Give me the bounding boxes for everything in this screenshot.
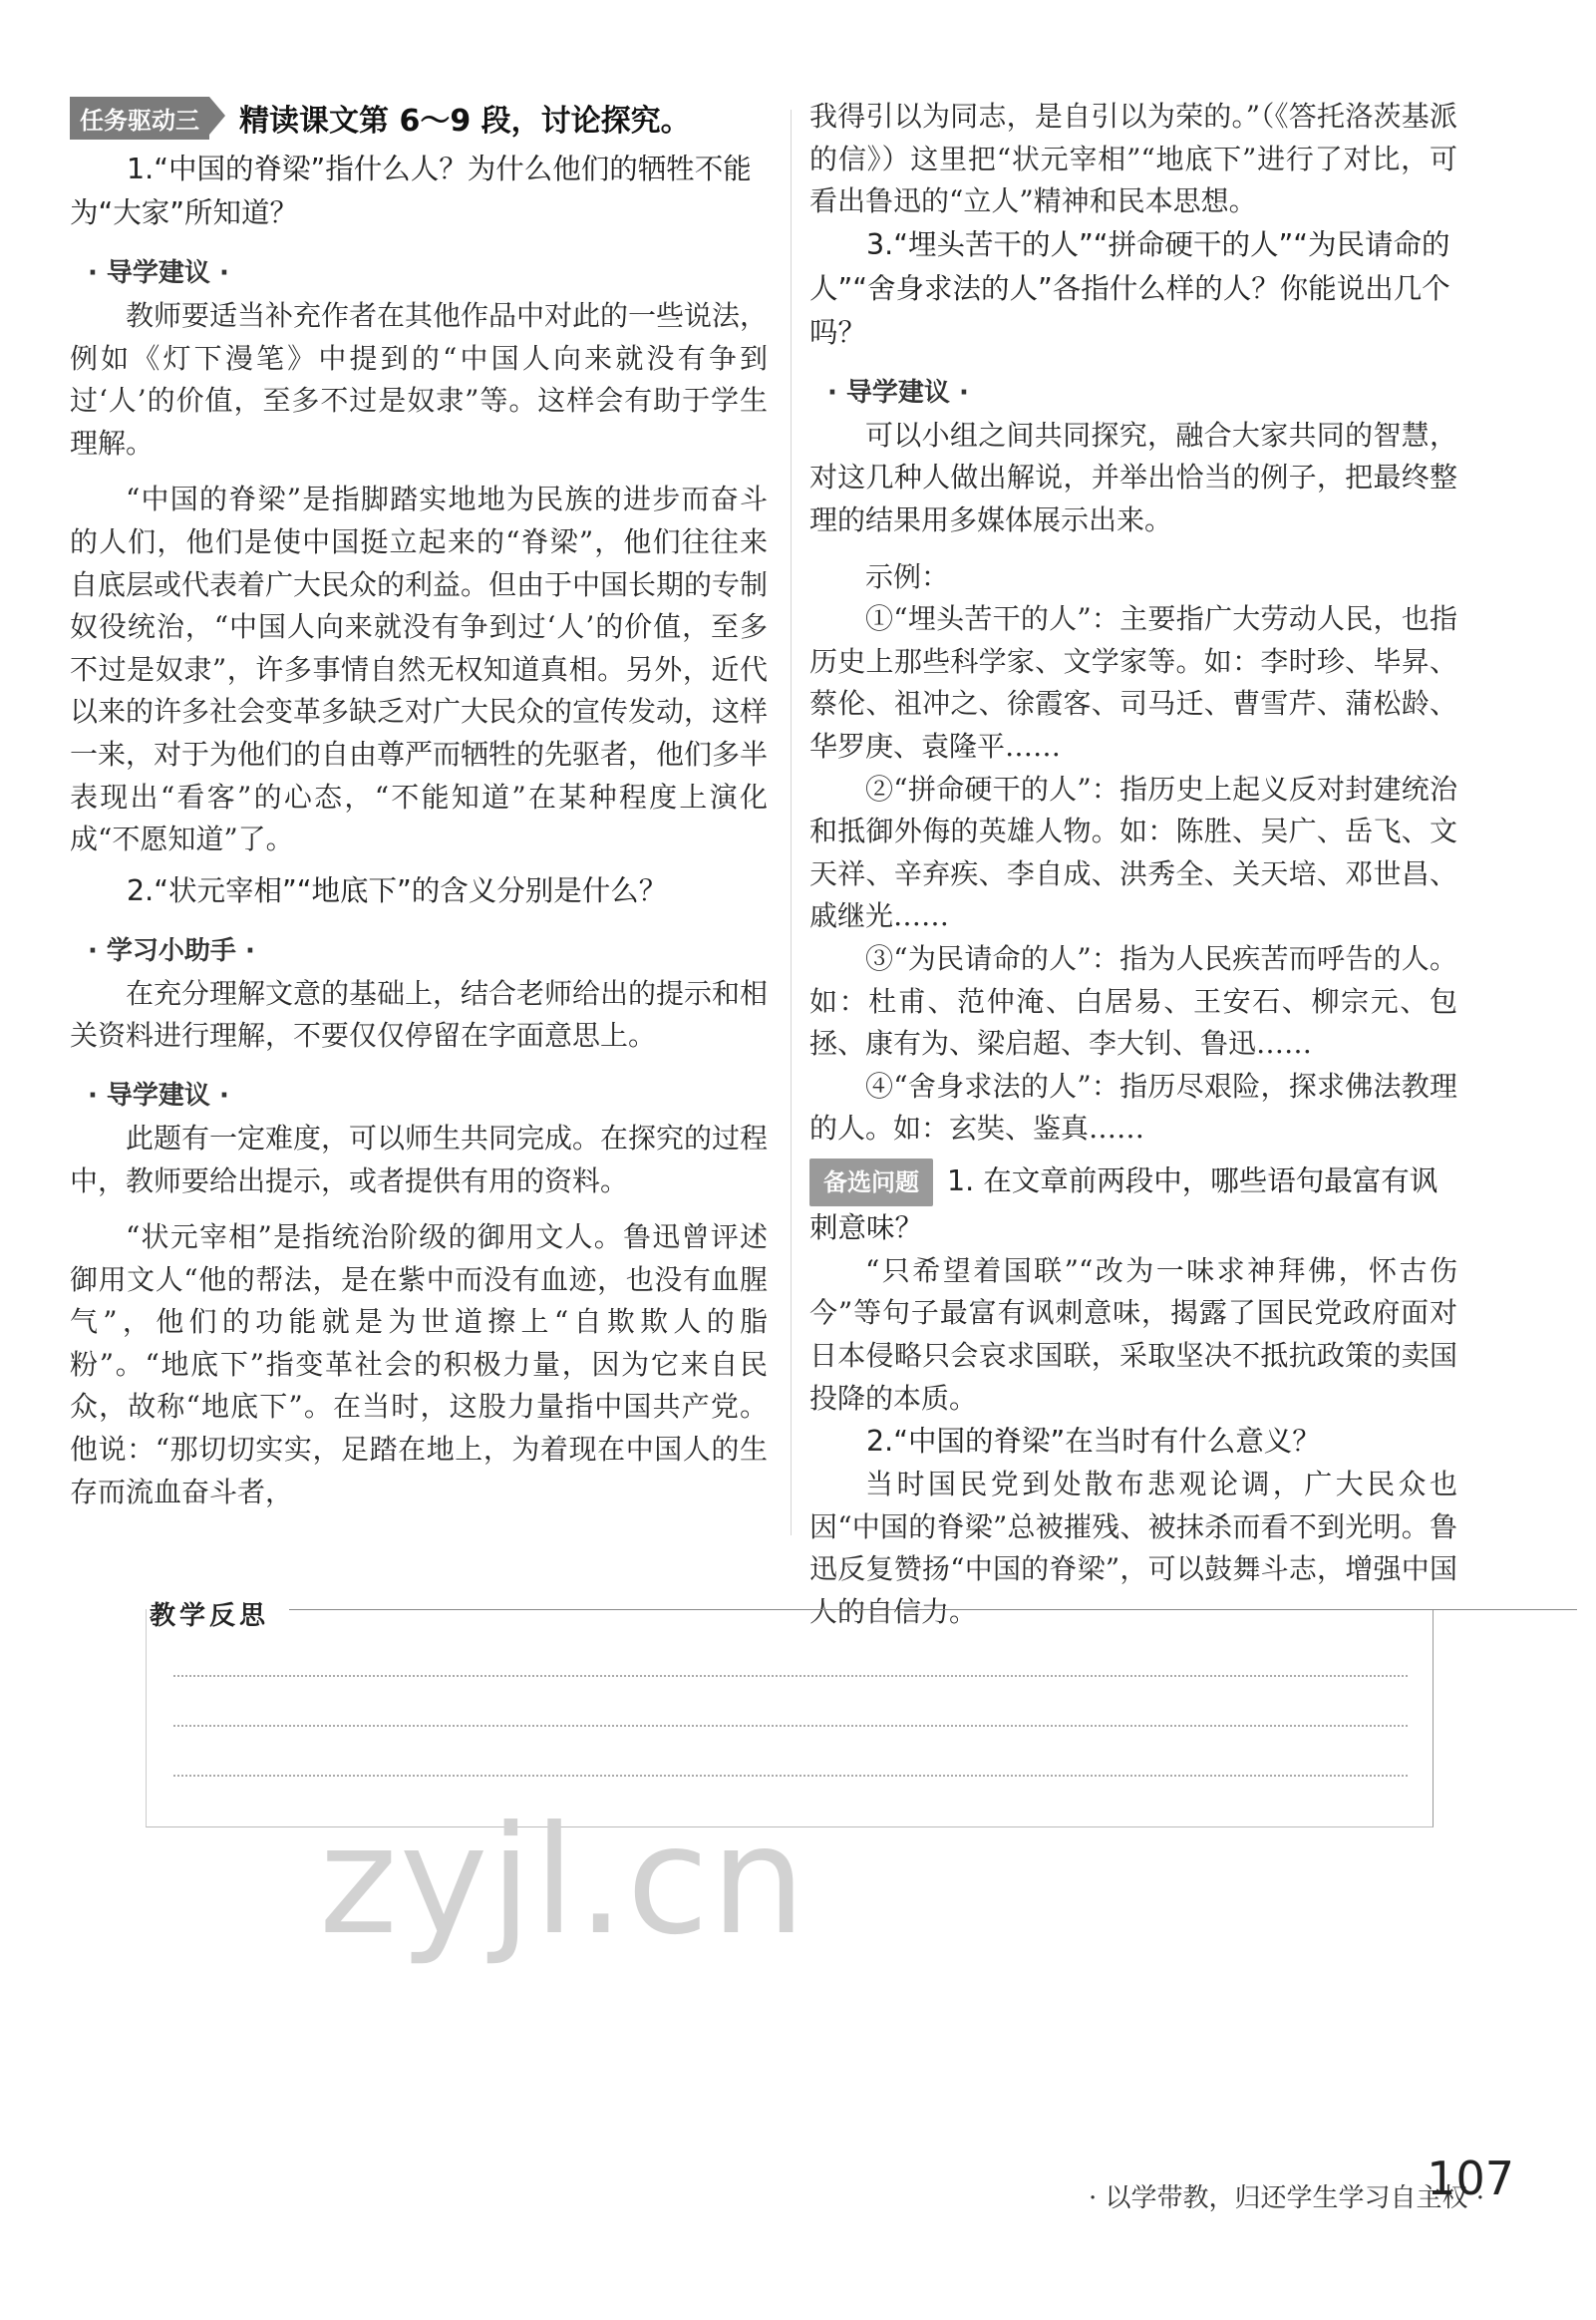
guide-text-1: 教师要适当补充作者在其他作品中对此的一些说法，例如《灯下漫笔》中提到的“中国人向来就没有争到过‘人’的价值，至多不过是奴隶”等。这样会有助于学生理解。	[70, 299, 769, 460]
example-3: ③“为民请命的人”：指为人民疾苦而呼告的人。如：杜甫、范仲淹、白居易、王安石、柳宗元、包拯、康有为、梁启超、李大钊、鲁迅……	[809, 941, 1457, 1061]
reflection-line-3[interactable]	[173, 1775, 1408, 1777]
answer-2-continued: 我得引以为同志，是自引以为荣的。”（《答托洛茨基派的信》）这里把“状元宰相”“地底下”进行了对比，可看出鲁迅的“立人”精神和民本思想。	[809, 100, 1457, 218]
answer-2: “状元宰相”是指统治阶级的御用文人。鲁迅曾评述御用文人“他的帮法，是在紫中而没有血迹，也没有血腥气”，他们的功能就是为世道擦上“自欺欺人的脂粉”。“地底下”指变革社会的积极力量，因为它来自民众，故称“地底下”。在当时，这股力量指中国共产党。他说：“那切切实实，足踏在地上，为着现在中国人的生存而流血奋斗者，	[70, 1220, 768, 1508]
reflection-line-2[interactable]	[173, 1725, 1408, 1727]
example-1: ①“埋头苦干的人”：主要指广大劳动人民，也指历史上那些科学家、文学家等。如：李时珍、毕昇、蔡伦、祖冲之、徐霞客、司马迁、曹雪芹、蒲松龄、华罗庚、袁隆平……	[809, 602, 1457, 763]
task-title: 精读课文第 6～9 段，讨论探究。	[239, 104, 691, 139]
left-column	[70, 96, 768, 1513]
guide-label-3: · 导学建议 ·	[827, 377, 969, 408]
backup-tag: 备选问题	[809, 1159, 933, 1206]
guide-text-3: 可以小组之间共同探究，融合大家共同的智慧，对这几种人做出解说，并举出恰当的例子，把最终整理的结果用多媒体展示出来。	[809, 418, 1457, 536]
example-label: 示例：	[865, 559, 950, 593]
backup-question-1-text: 1. 在文章前两段中，哪些语句最富有讽刺意味？	[809, 1163, 1438, 1244]
backup-question-1	[809, 1159, 1457, 1250]
question-1: 1.“中国的脊梁”指什么人？为什么他们的牺牲不能为“大家”所知道？	[70, 153, 752, 229]
page-number: 107	[1427, 2152, 1514, 2205]
reflection-title: 教学反思	[150, 1601, 270, 1631]
guide-label-1: · 导学建议 ·	[88, 258, 229, 288]
answer-1: “中国的脊梁”是指脚踏实地地为民族的进步而奋斗的人们，他们是使中国挺立起来的“脊梁”，他们往往来自底层或代表着广大民众的利益。但由于中国长期的专制奴役统治，“中国人向来就没有争到过‘人’的价值，至多不过是奴隶”，许多事情自然无权知道真相。另外，近代以来的许多社会变革多缺乏对广大民众的宣传发动，这样一来，对于为他们的自由尊严而牺牲的先驱者，他们多半表现出“看客”的心态，“不能知道”在某种程度上演化成“不愿知道”了。	[70, 483, 769, 856]
guide-label-2: · 导学建议 ·	[88, 1080, 229, 1111]
task-header	[70, 96, 768, 140]
helper-label: · 学习小助手 ·	[88, 935, 255, 966]
question-3: 3.“埋头苦干的人”“拼命硬干的人”“为民请命的人”“舍身求法的人”各指什么样的人？你能说出几个吗？	[809, 227, 1450, 349]
right-column	[809, 96, 1457, 1634]
backup-question-2: 2.“中国的脊梁”在当时有什么意义？	[866, 1425, 1321, 1459]
column-divider	[791, 110, 792, 1535]
reflection-top-rule	[289, 1609, 1577, 1610]
example-2: ②“拼命硬干的人”：指历史上起义反对封建统治和抵御外侮的英雄人物。如：陈胜、吴广、岳飞、文天祥、辛弃疾、李自成、洪秀全、关天培、邓世昌、戚继光……	[809, 772, 1457, 933]
helper-text: 在充分理解文意的基础上，结合老师给出的提示和相关资料进行理解，不要仅仅停留在字面意思上。	[70, 976, 769, 1053]
backup-answer-2: 当时国民党到处散布悲观论调，广大民众也因“中国的脊梁”总被摧残、被抹杀而看不到光明。鲁迅反复赞扬“中国的脊梁”，可以鼓舞斗志，增强中国人的自信力。	[809, 1468, 1457, 1629]
watermark: zyjl.cn	[319, 1795, 808, 1968]
task-tag: 任务驱动三	[70, 97, 209, 140]
question-2: 2.“状元宰相”“地底下”的含义分别是什么？	[127, 873, 668, 907]
reflection-line-1[interactable]	[173, 1675, 1408, 1677]
example-4: ④“舍身求法的人”：指历尽艰险，探求佛法教理的人。如：玄奘、鉴真……	[809, 1069, 1457, 1146]
guide-text-2: 此题有一定难度，可以师生共同完成。在探究的过程中，教师要给出提示，或者提供有用的资料。	[70, 1121, 769, 1197]
footer-slogan: · 以学带教，归还学生学习自主权 ·	[1088, 2183, 1484, 2213]
backup-answer-1: “只希望着国联”“改为一味求神拜佛，怀古伤今”等句子最富有讽刺意味，揭露了国民党政府面对日本侵略只会哀求国联，采取坚决不抵抗政策的卖国投降的本质。	[809, 1253, 1457, 1415]
